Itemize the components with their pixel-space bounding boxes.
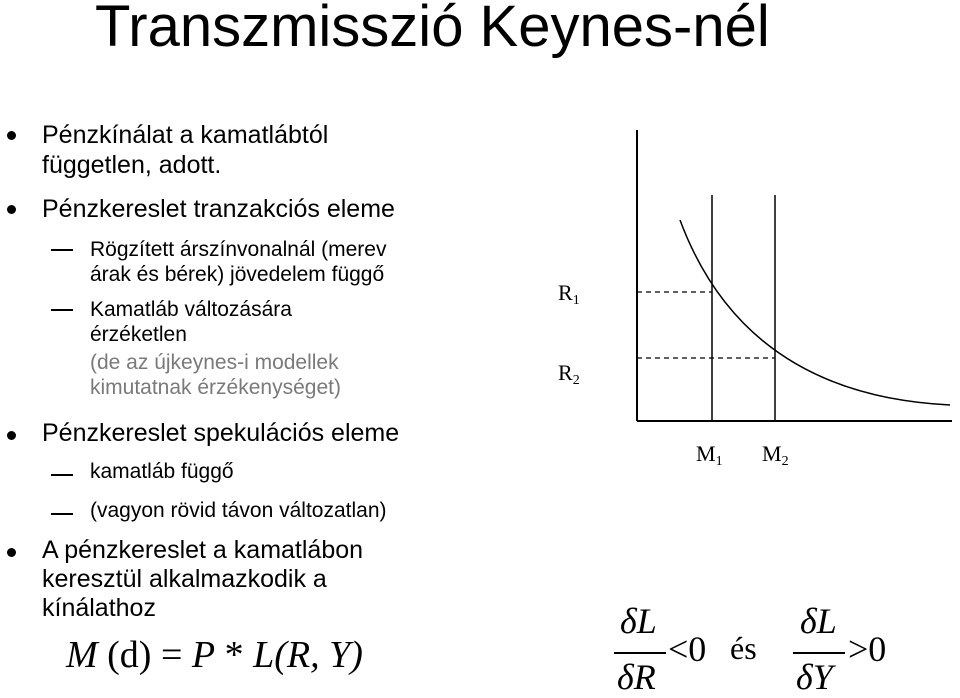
money-demand-curve	[680, 220, 950, 405]
deriv-2-numerator: δL	[800, 601, 837, 641]
formula-d: (d)	[107, 634, 152, 676]
deriv-2-relation: >0	[848, 629, 887, 669]
bullet-marker	[7, 131, 16, 140]
bullet-3-sub-2: (vagyon rövid távon változatlan)	[90, 499, 387, 522]
r2-label: $R_2$	[558, 360, 580, 388]
sub-bullet-dash	[51, 474, 73, 476]
bullet-marker	[7, 205, 16, 214]
bullet-1-line-1: Pénzkínálat a kamatlábtól	[42, 121, 329, 149]
formula-l: L	[253, 634, 275, 676]
deriv-1-denominator: δR	[617, 657, 656, 697]
money-demand-formula	[66, 633, 363, 677]
bullet-3-sub-1: kamatláb függő	[90, 460, 234, 483]
deriv-2-denominator: δY	[796, 657, 833, 697]
formula-m: M	[66, 634, 98, 676]
page-title: Transzmisszió Keynes-nél	[95, 0, 770, 59]
bullet-3: Pénzkereslet spekulációs eleme	[42, 419, 400, 447]
bullet-2-note-line-1: (de az újkeynes-i modellek	[90, 351, 339, 374]
sub-bullet-dash	[51, 249, 73, 251]
conjunction: és	[730, 630, 757, 666]
bullet-4-line-1: A pénzkereslet a kamatlábon	[42, 536, 364, 564]
formula-p: P	[191, 634, 216, 676]
bullet-2: Pénzkereslet tranzakciós eleme	[42, 195, 395, 223]
bullet-4-line-2: keresztül alkalmazkodik a	[42, 565, 327, 593]
formula-equals: =	[160, 634, 183, 676]
bullet-marker	[7, 431, 16, 440]
bullet-2-note-line-2: kimutatnak érzékenységet)	[90, 376, 341, 399]
deriv-1-fraction-bar	[614, 652, 666, 654]
formula-args: (R, Y)	[274, 634, 363, 676]
bullet-2-sub-2-line-1: Kamatláb változására	[90, 298, 292, 321]
deriv-1-relation: <0	[668, 629, 707, 669]
bullet-1-line-2: független, adott.	[42, 151, 222, 179]
r1-label: $R_1$	[558, 280, 580, 308]
deriv-1-numerator: δL	[620, 601, 657, 641]
formula-star: *	[224, 634, 244, 676]
m1-label: $M_1$	[696, 441, 723, 469]
deriv-2-fraction-bar	[793, 652, 845, 654]
bullet-marker	[7, 548, 16, 557]
bullet-2-sub-1-line-2: árak és bérek) jövedelem függő	[90, 263, 385, 286]
bullet-2-sub-2-line-2: érzéketlen	[90, 323, 187, 346]
money-market-graph	[600, 120, 960, 440]
bullet-4-line-3: kínálathoz	[42, 594, 156, 622]
sub-bullet-dash	[51, 309, 73, 311]
sub-bullet-dash	[51, 513, 73, 515]
bullet-2-sub-1-line-1: Rögzített árszínvonalnál (merev	[90, 238, 387, 261]
m2-label: $M_2$	[762, 441, 789, 469]
